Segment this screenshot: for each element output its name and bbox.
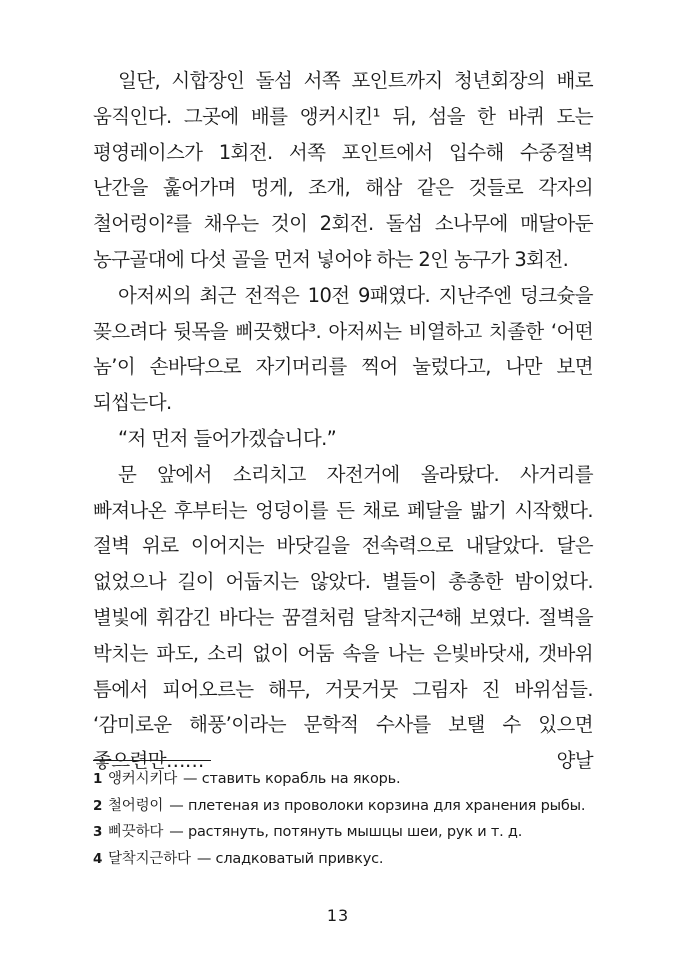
- footnote-number: 3: [93, 824, 103, 840]
- footnote: [93, 848, 593, 871]
- footnote-number: 2: [93, 797, 103, 814]
- footnote-divider: [93, 760, 211, 761]
- footnote-term: 철어렁이: [108, 797, 164, 814]
- footnote-definition: — растянуть, потянуть мышцы шеи, рук и т. д.: [169, 824, 523, 840]
- paragraph: 일단, 시합장인 돌섬 서쪽 포인트까지 청년회장의 배로 움직인다. 그곳에 배를 앵커시킨¹ 뒤, 섬을 한 바퀴 도는 평영레이스가 1회전. 서쪽 포인트에서 입수해 수중절벽 난간을 훑어가며 멍게, 조개, 해삼 같은 것들로 각자의 철어렁이²를 채우는 것이 2회전. 돌섬 소나무에 매달아둔 농구골대에 다섯 골을 먼저 넣어야 하는 2인 농구가 3회전.: [93, 69, 593, 271]
- footnote-definition: — ставить корабль на якорь.: [183, 771, 401, 787]
- footnote: [93, 795, 593, 818]
- page-number: 13: [326, 906, 350, 925]
- main-text: [93, 63, 593, 779]
- footnote: [93, 821, 593, 844]
- footnote-number: 4: [93, 850, 103, 867]
- paragraph: 아저씨의 최근 전적은 10전 9패였다. 지난주엔 덩크슛을 꽂으려다 뒷목을 삐끗했다³. 아저씨는 비열하고 치졸한 ‘어떤 놈’이 손바닥으로 자기머리를 찍어 눌렀다고, 나만 보면 되씹는다.: [93, 283, 593, 415]
- footnote: [93, 768, 593, 791]
- footnote-term: 삐끗하다: [108, 824, 164, 840]
- paragraph-dialogue: “저 먼저 들어가겠습니다.”: [118, 426, 337, 450]
- footnote-term: 달착지근하다: [108, 850, 191, 867]
- footnote-definition: — сладковатый привкус.: [196, 850, 384, 867]
- footnote-number: 1: [93, 771, 103, 787]
- footnote-term: 앵커시키다: [108, 771, 178, 787]
- footnote-definition: — плетеная из проволоки корзина для хранения рыбы.: [169, 797, 586, 814]
- paragraph: 문 앞에서 소리치고 자전거에 올라탔다. 사거리를 빠져나온 후부터는 엉덩이를 든 채로 페달을 밟기 시작했다. 절벽 위로 이어지는 바닷길을 전속력으로 내달았다. 달은 없었으나 길이 어둡지는 않았다. 별들이 총총한 밤이었다. 별빛에 휘감긴 바다는 꿈결처럼 달착지근⁴해 보였다. 절벽을 박치는 파도, 소리 없이 어둠 속을 나는 은빛바닷새, 갯바위 틈에서 피어오르는 해무, 거뭇거뭇 그림자 진 바위섬들. ‘감미로운 해풍’이라는 문학적 수사를 보탤 수 있으면 좋으련만…… 양날: [93, 462, 593, 773]
- footnotes: [93, 768, 593, 874]
